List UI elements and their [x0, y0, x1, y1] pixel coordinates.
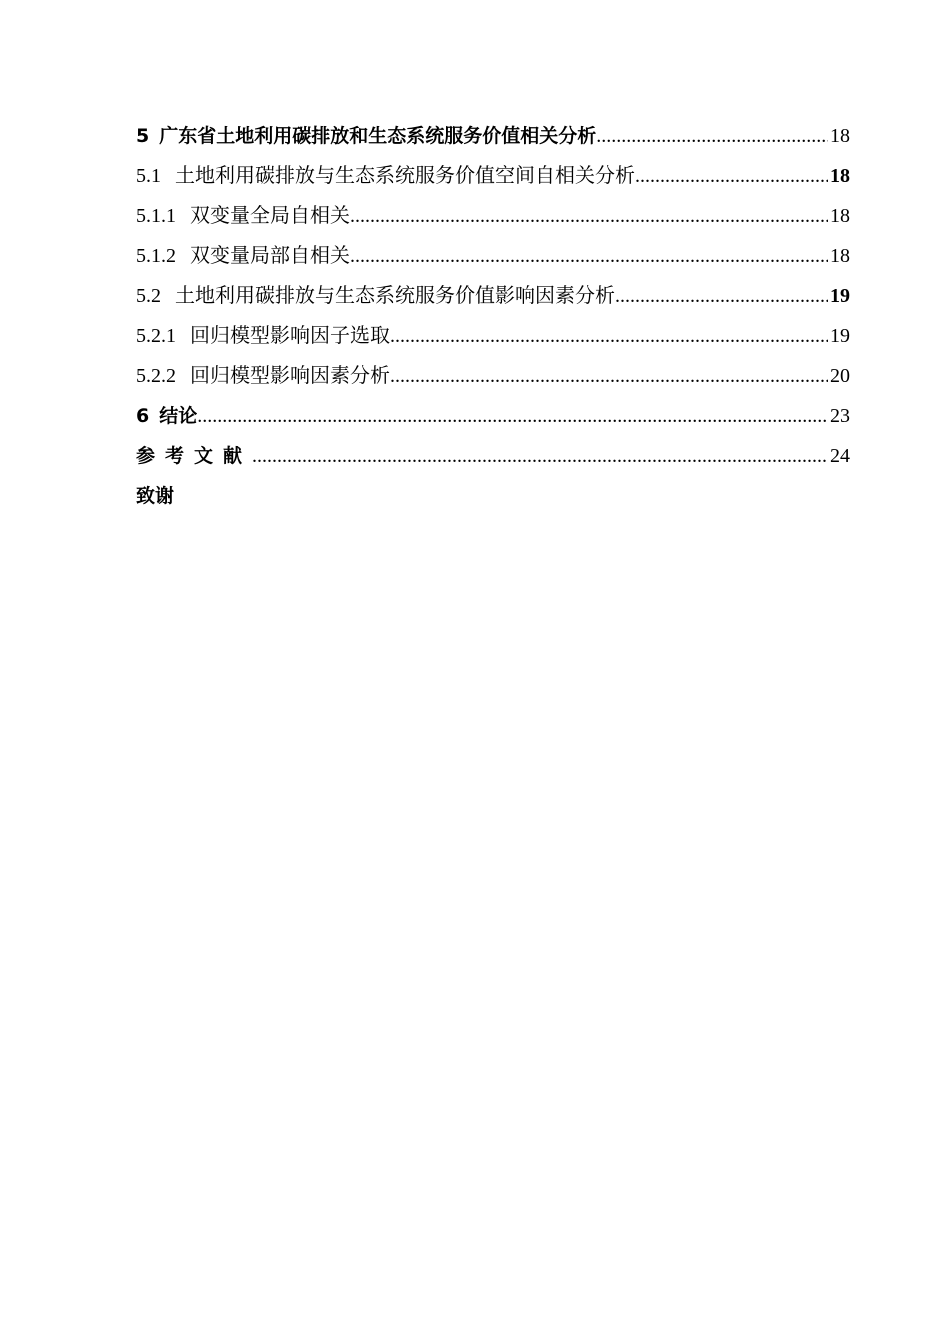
toc-entry-chapter-6[interactable]	[136, 396, 850, 436]
toc-entry-section-5-2[interactable]	[136, 276, 850, 316]
toc-entry-section-5-2-2[interactable]	[136, 356, 850, 396]
toc-entry-acknowledgements[interactable]	[136, 476, 850, 516]
toc-entry-title: 回归模型影响因素分析	[190, 365, 390, 387]
toc-entry-number: 5.2	[136, 285, 161, 307]
toc-entry-page: 20	[830, 365, 850, 387]
toc-dot-leader	[197, 396, 828, 436]
toc-entry-page: 18	[830, 205, 850, 227]
toc-entry-references[interactable]	[136, 436, 850, 476]
toc-dot-leader	[252, 436, 828, 476]
toc-entry-page: 18	[830, 125, 850, 147]
toc-entry-section-5-1-1[interactable]	[136, 196, 850, 236]
toc-entry-page: 24	[830, 445, 850, 467]
toc-entry-title: 广东省土地利用碳排放和生态系统服务价值相关分析	[159, 125, 597, 147]
toc-entry-section-5-2-1[interactable]	[136, 316, 850, 356]
toc-entry-page: 19	[830, 325, 850, 347]
toc-entry-page: 19	[830, 285, 850, 307]
toc-entry-number: 5.1.1	[136, 205, 176, 227]
toc-entry-number: 5.2.2	[136, 365, 176, 387]
toc-entry-section-5-1-2[interactable]	[136, 236, 850, 276]
toc-entry-title: 回归模型影响因子选取	[190, 325, 390, 347]
toc-entry-number: 5.1	[136, 165, 161, 187]
toc-entry-number: 5.1.2	[136, 245, 176, 267]
toc-dot-leader	[350, 236, 828, 276]
toc-entry-page: 18	[830, 245, 850, 267]
toc-dot-leader	[390, 356, 828, 396]
toc-entry-title: 土地利用碳排放与生态系统服务价值空间自相关分析	[175, 165, 635, 187]
toc-entry-title: 双变量局部自相关	[190, 245, 350, 267]
toc-dot-leader	[350, 196, 828, 236]
toc-entry-number: 5	[136, 125, 150, 147]
toc-entry-title: 致谢	[136, 485, 175, 507]
toc-dot-leader	[390, 316, 828, 356]
toc-entry-page: 18	[830, 165, 850, 187]
toc-dot-leader	[635, 156, 828, 196]
toc-entry-number: 6	[136, 405, 150, 427]
toc-entry-title: 结论	[159, 405, 198, 427]
toc-dot-leader	[596, 116, 828, 156]
toc-entry-chapter-5[interactable]	[136, 116, 850, 156]
toc-entry-title: 参考文献	[136, 445, 253, 467]
toc-entry-title: 土地利用碳排放与生态系统服务价值影响因素分析	[175, 285, 615, 307]
toc-entry-title: 双变量全局自相关	[190, 205, 350, 227]
toc-dot-leader	[615, 276, 828, 316]
table-of-contents	[136, 116, 850, 516]
toc-entry-number: 5.2.1	[136, 325, 176, 347]
toc-entry-section-5-1[interactable]	[136, 156, 850, 196]
toc-entry-page: 23	[830, 405, 850, 427]
